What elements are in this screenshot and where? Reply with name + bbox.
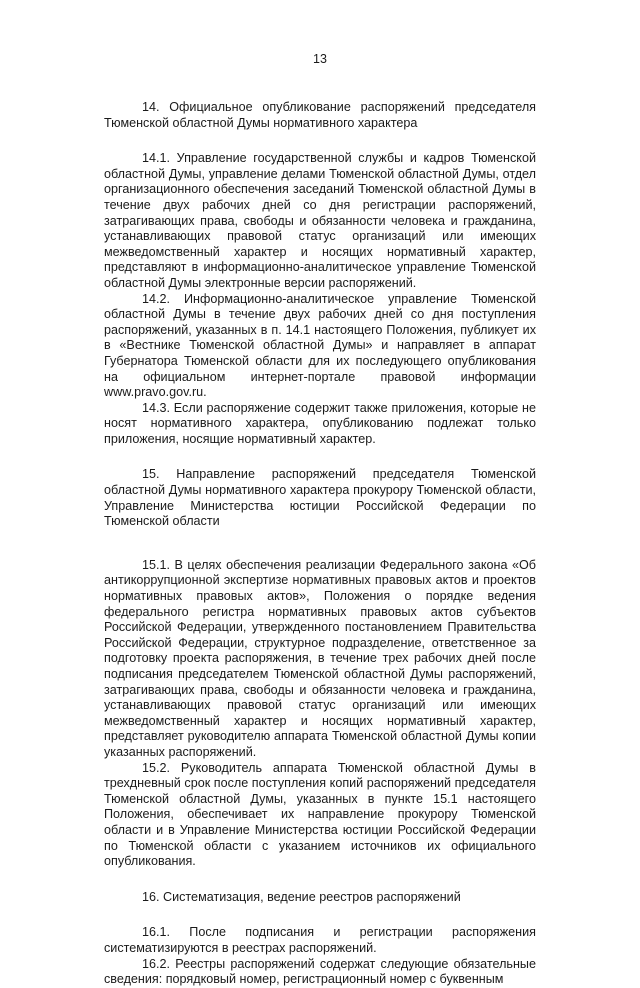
paragraph-16-2: 16.2. Реестры распоряжений содержат следующие обязательные сведения: порядковый номер, регистрационный номер с буквенным bbox=[104, 956, 536, 987]
section-15-heading: 15. Направление распоряжений председателя Тюменской областной Думы нормативного характера прокурору Тюменской области, Управление Министерства юстиции Российской Федерации по Тюменской области bbox=[104, 467, 536, 529]
page-number: 13 bbox=[313, 52, 327, 66]
paragraph-14-3: 14.3. Если распоряжение содержит также приложения, которые не носят нормативного характера, опубликованию подлежат только приложения, носящие нормативный характер. bbox=[104, 400, 536, 446]
paragraph-15-2: 15.2. Руководитель аппарата Тюменской областной Думы в трехдневный срок после поступления копий распоряжений председателя Тюменской областной Думы, указанных в пункте 15.1 настоящего Положения, обеспечивает их направление прокурору Тюменской области и в Управление Министерства юстиции Российской Федерации по Тюменской области с указанием источников их официального опубликования. bbox=[104, 760, 536, 869]
paragraph-14-1: 14.1. Управление государственной службы и кадров Тюменской областной Думы, управление делами Тюменской областной Думы, отдел организационного обеспечения заседаний Тюменской областной Думы в течение двух рабочих дней со дня регистрации распоряжений, затрагивающих права, свободы и обязанности человека и гражданина, устанавливающих правовой статус организаций или имеющих межведомственный характер и носящих нормативный характер, представляют в информационно-аналитическое управление Тюменской областной Думы электронные версии распоряжений. bbox=[104, 151, 536, 290]
paragraph-14-2 bbox=[104, 292, 536, 401]
paragraph-16-1: 16.1. После подписания и регистрации распоряжения систематизируются в реестрах распоряжений. bbox=[104, 925, 536, 955]
section-16-heading: 16. Систематизация, ведение реестров распоряжений bbox=[142, 889, 461, 904]
pravo-gov-link[interactable]: www.pravo.gov.ru bbox=[104, 385, 204, 400]
section-14-heading: 14. Официальное опубликование распоряжений председателя Тюменской областной Думы нормативного характера bbox=[104, 100, 536, 130]
paragraph-14-2-end: . bbox=[203, 385, 207, 400]
paragraph-14-2-text: 14.2. Информационно-аналитическое управление Тюменской областной Думы в течение двух рабочих дней со дня поступления распоряжений, указанных в п. 14.1 настоящего Положения, публикует их в «Вестнике Тюменской областной Думы» и направляет в аппарат Губернатора Тюменской области для их последующего опубликования на официальном интернет-портале правовой информации bbox=[104, 291, 536, 384]
paragraph-15-1: 15.1. В целях обеспечения реализации Федерального закона «Об антикоррупционной экспертизе нормативных правовых актов и проектов нормативных правовых актов», Положения о порядке ведения федерального регистра нормативных правовых актов субъектов Российской Федерации, утвержденного постановлением Правительства Российской Федерации, структурное подразделение, ответственное за подготовку проекта распоряжения, в течение трех рабочих дней после подписания председателем Тюменской областной Думы распоряжений, затрагивающих права, свободы и обязанности человека и гражданина, устанавливающих правовой статус организаций или имеющих межведомственный характер и носящих нормативный характер, представляет руководителю аппарата Тюменской областной Думы копии указанных распоряжений. bbox=[104, 557, 536, 759]
